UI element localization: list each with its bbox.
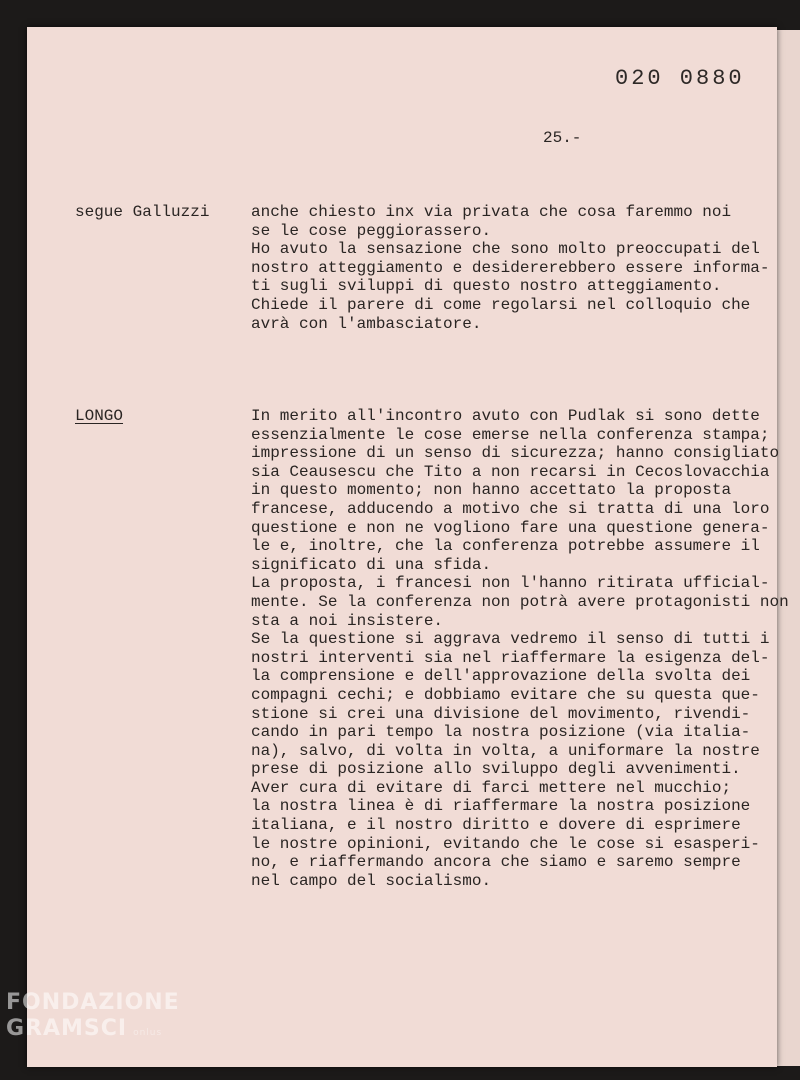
speech-line: essenzialmente le cose emerse nella conferenza stampa; <box>251 425 770 444</box>
speech-line: na), salvo, di volta in volta, a uniformare la nostre <box>251 741 760 760</box>
speech-line: Ho avuto la sensazione che sono molto preoccupati del <box>251 240 760 259</box>
speech-line: se le cose peggiorassero. <box>251 221 492 240</box>
speech-line: Chiede il parere di come regolarsi nel colloquio che <box>251 295 751 314</box>
speech-line: stione si crei una divisione del movimento, rivendi- <box>251 704 751 723</box>
watermark-line-2 <box>6 1016 180 1046</box>
speech-line: nel campo del socialismo. <box>251 871 492 890</box>
speech-line: no, e riaffermando ancora che siamo e saremo sempre <box>251 853 741 872</box>
speech-line: le nostre opinioni, evitando che le cose si esasperi- <box>251 834 760 853</box>
speech-line: prese di posizione allo sviluppo degli avvenimenti. <box>251 760 741 779</box>
archive-watermark-logo <box>6 990 180 1046</box>
speech-line: compagni cechi; e dobbiamo evitare che su questa que- <box>251 685 760 704</box>
speech-line: impressione di un senso di sicurezza; hanno consigliato <box>251 444 780 463</box>
speech-line: sta a noi insistere. <box>251 611 444 630</box>
speech-line: sia Ceausescu che Tito a non recarsi in Cecoslovacchia <box>251 462 770 481</box>
speech-line: In merito all'incontro avuto con Pudlak si sono dette <box>251 407 760 425</box>
speech-line: francese, adducendo a motivo che si tratta di una loro <box>251 499 770 518</box>
speech-line: questione e non ne vogliono fare una questione genera- <box>251 518 770 537</box>
watermark-name: GRAMSCI <box>6 1016 128 1041</box>
speech-line: la comprensione e dell'approvazione della svolta dei <box>251 667 751 686</box>
speech-line: Se la questione si aggrava vedremo il senso di tutti i <box>251 630 770 649</box>
speech-line: mente. Se la conferenza non potrà avere protagonisti non <box>251 592 789 611</box>
speech-line: la nostra linea è di riaffermare la nostra posizione <box>251 797 751 816</box>
speech-line: nostri interventi sia nel riaffermare la esigenza del- <box>251 648 770 667</box>
speech-line: ti sugli sviluppi di questo nostro atteggiamento. <box>251 277 722 296</box>
speech-line: Aver cura di evitare di farci mettere nel mucchio; <box>251 778 732 797</box>
speech-line: in questo momento; non hanno accettato la proposta <box>251 481 732 500</box>
speech-line: cando in pari tempo la nostra posizione (via italia- <box>251 723 751 742</box>
speech-line: nostro atteggiamento e desidererebbero essere informa- <box>251 258 770 277</box>
speech-block-longo <box>251 407 789 890</box>
speaker-label-galluzzi: segue Galluzzi <box>75 203 210 221</box>
speech-line: avrà con l'ambasciatore. <box>251 314 482 333</box>
bleed-through-text <box>600 90 612 113</box>
speech-line: La proposta, i francesi non l'hanno ritirata ufficial- <box>251 574 770 593</box>
speaker-label-longo: LONGO <box>75 407 124 425</box>
speech-line: le e, inoltre, che la conferenza potrebbe assumere il <box>251 537 760 556</box>
archive-number: 020 0880 <box>615 66 745 91</box>
speech-line: anche chiesto inx via privata che cosa faremmo noi <box>251 203 732 221</box>
speech-line: italiana, e il nostro diritto e dovere di esprimere <box>251 816 741 835</box>
speech-block-galluzzi <box>251 203 769 333</box>
speech-line: significato di una sfida. <box>251 555 492 574</box>
watermark-suffix: onlus <box>133 1028 163 1038</box>
page-number: 25.- <box>543 129 582 147</box>
watermark-line-1: FONDAZIONE <box>6 990 180 1015</box>
